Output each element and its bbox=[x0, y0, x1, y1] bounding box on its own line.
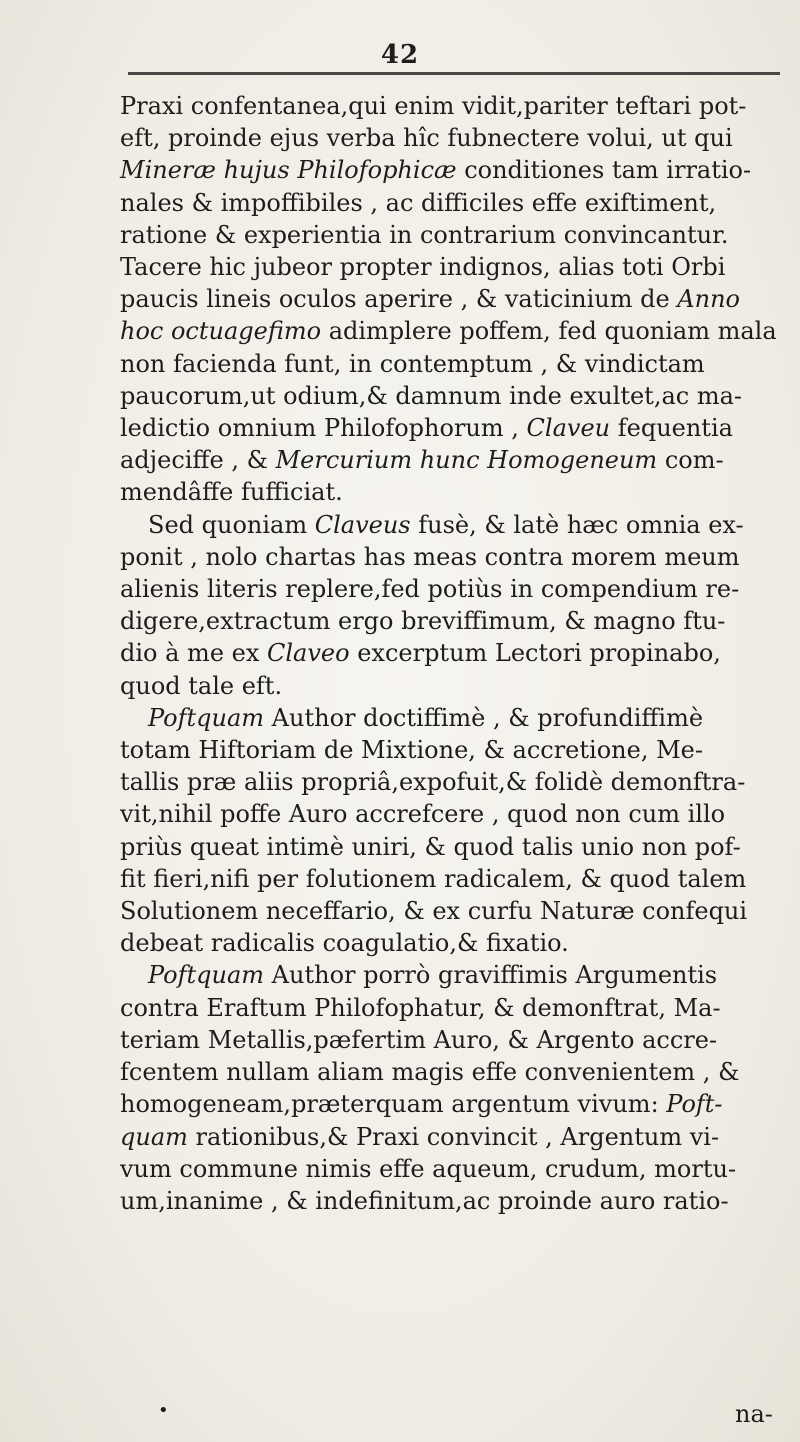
text-run: nales & impoffibiles , ac difficiles effe exiftiment, bbox=[120, 188, 717, 217]
text-line bbox=[120, 959, 788, 991]
text-line bbox=[120, 315, 788, 347]
italic-run: Mercurium hunc Homogeneum bbox=[275, 446, 658, 475]
text-run: com- bbox=[657, 446, 724, 475]
text-line bbox=[120, 380, 788, 412]
text-line bbox=[120, 895, 788, 927]
text-run: um,inanime , & indefinitum,ac proinde auro ratio- bbox=[120, 1186, 729, 1215]
italic-run: Poftquam bbox=[148, 961, 265, 990]
text-line bbox=[120, 573, 788, 605]
text-line bbox=[120, 412, 788, 444]
text-line bbox=[120, 1153, 788, 1185]
text-line bbox=[120, 927, 788, 959]
text-run: debeat radicalis coagulatio,& fixatio. bbox=[120, 929, 569, 958]
text-run: Solutionem neceffario, & ex curfu Naturæ confequi bbox=[120, 897, 748, 926]
catchword: na- bbox=[735, 1400, 773, 1428]
text-run: Author doctiffimè , & profundiffimè bbox=[264, 703, 704, 732]
text-run: ponit , nolo chartas has meas contra morem meum bbox=[120, 542, 740, 571]
text-run: fequentia bbox=[610, 414, 733, 443]
text-run: Author porrò graviffimis Argumentis bbox=[264, 961, 718, 990]
text-line bbox=[120, 734, 788, 766]
text-line bbox=[120, 1121, 788, 1153]
text-run: non facienda funt, in contemptum , & vindictam bbox=[120, 349, 705, 378]
text-line bbox=[120, 1088, 788, 1120]
text-run: vum commune nimis effe aqueum, crudum, mortu- bbox=[120, 1154, 737, 1183]
text-line bbox=[120, 476, 788, 508]
text-line bbox=[120, 637, 788, 669]
italic-run: Poftquam bbox=[148, 703, 265, 732]
text-run: homogeneam,præterquam argentum vivum: bbox=[120, 1090, 667, 1119]
text-line bbox=[120, 219, 788, 251]
text-line bbox=[120, 283, 788, 315]
text-run: paucis lineis oculos aperire , & vaticinium de bbox=[120, 285, 678, 314]
text-run: eft, proinde ejus verba hîc fubnectere volui, ut qui bbox=[120, 124, 733, 153]
italic-run: Claveo bbox=[267, 639, 350, 668]
text-run: alienis literis replere,fed potiùs in compendium re- bbox=[120, 575, 740, 604]
text-run: adimplere poffem, fed quoniam mala bbox=[321, 317, 777, 346]
text-run: ratione & experientia in contrarium convincantur. bbox=[120, 220, 729, 249]
italic-run: Claveu bbox=[526, 414, 611, 443]
text-line bbox=[120, 766, 788, 798]
text-run: totam Hiftoriam de Mixtione, & accretione, Me- bbox=[120, 736, 703, 765]
text-line bbox=[120, 122, 788, 154]
text-run: Praxi confentanea,qui enim vidit,pariter teftari pot- bbox=[120, 92, 747, 120]
text-line bbox=[120, 670, 788, 702]
text-line bbox=[120, 1024, 788, 1056]
text-line bbox=[120, 187, 788, 219]
text-line bbox=[120, 798, 788, 830]
header-rule bbox=[128, 72, 780, 75]
text-run: priùs queat intimè uniri, & quod talis unio non pof- bbox=[120, 832, 741, 861]
text-line bbox=[120, 863, 788, 895]
text-line bbox=[120, 348, 788, 380]
text-run: digere,extractum ergo breviffimum, & magno ftu- bbox=[120, 607, 726, 636]
text-line bbox=[120, 605, 788, 637]
text-run: dio à me ex bbox=[120, 639, 268, 668]
footer-bullet: • bbox=[158, 1400, 169, 1421]
text-line bbox=[120, 1185, 788, 1217]
text-run: fit fieri,nifi per folutionem radicalem, & quod talem bbox=[120, 864, 747, 893]
text-run: teriam Metallis,pæfertim Auro, & Argento accre- bbox=[120, 1025, 718, 1054]
italic-run: Mineræ hujus Philofophicæ bbox=[120, 156, 457, 185]
text-run: fcentem nullam aliam magis effe convenientem , & bbox=[120, 1058, 740, 1087]
body-text bbox=[120, 90, 788, 1217]
text-line bbox=[120, 1056, 788, 1088]
text-line bbox=[120, 251, 788, 283]
italic-run: Anno bbox=[677, 285, 740, 314]
text-run: contra Eraftum Philofophatur, & demonftrat, Ma- bbox=[120, 993, 721, 1022]
text-line bbox=[120, 831, 788, 863]
page-number: 42 bbox=[380, 40, 420, 70]
text-run: excerptum Lectori propinabo, bbox=[349, 639, 721, 668]
italic-run: quam bbox=[120, 1122, 188, 1151]
italic-run: Poft- bbox=[666, 1090, 723, 1119]
text-run: vit,nihil poffe Auro accrefcere , quod non cum illo bbox=[120, 800, 726, 829]
text-run: rationibus,& Praxi convincit , Argentum vi- bbox=[187, 1122, 720, 1151]
text-run: Tacere hic jubeor propter indignos, alias toti Orbi bbox=[120, 253, 726, 282]
text-run: mendâffe fufficiat. bbox=[120, 478, 343, 507]
text-line bbox=[120, 992, 788, 1024]
text-run: Sed quoniam bbox=[148, 510, 315, 539]
text-line bbox=[120, 90, 788, 122]
text-run: paucorum,ut odium,& damnum inde exultet,ac ma- bbox=[120, 381, 742, 410]
text-run: fusè, & latè hæc omnia ex- bbox=[410, 510, 744, 539]
text-line bbox=[120, 541, 788, 573]
text-line bbox=[120, 444, 788, 476]
text-run: ledictio omnium Philofophorum , bbox=[120, 414, 527, 443]
text-run: quod tale eft. bbox=[120, 671, 283, 700]
text-run: adjeciffe , & bbox=[120, 446, 276, 475]
text-run: conditiones tam irratio- bbox=[456, 156, 752, 185]
text-run: tallis præ aliis propriâ,expofuit,& folidè demonftra- bbox=[120, 768, 746, 797]
text-line bbox=[120, 509, 788, 541]
text-line bbox=[120, 154, 788, 186]
text-line bbox=[120, 702, 788, 734]
italic-run: Claveus bbox=[314, 510, 411, 539]
italic-run: hoc octuagefimo bbox=[120, 317, 322, 346]
